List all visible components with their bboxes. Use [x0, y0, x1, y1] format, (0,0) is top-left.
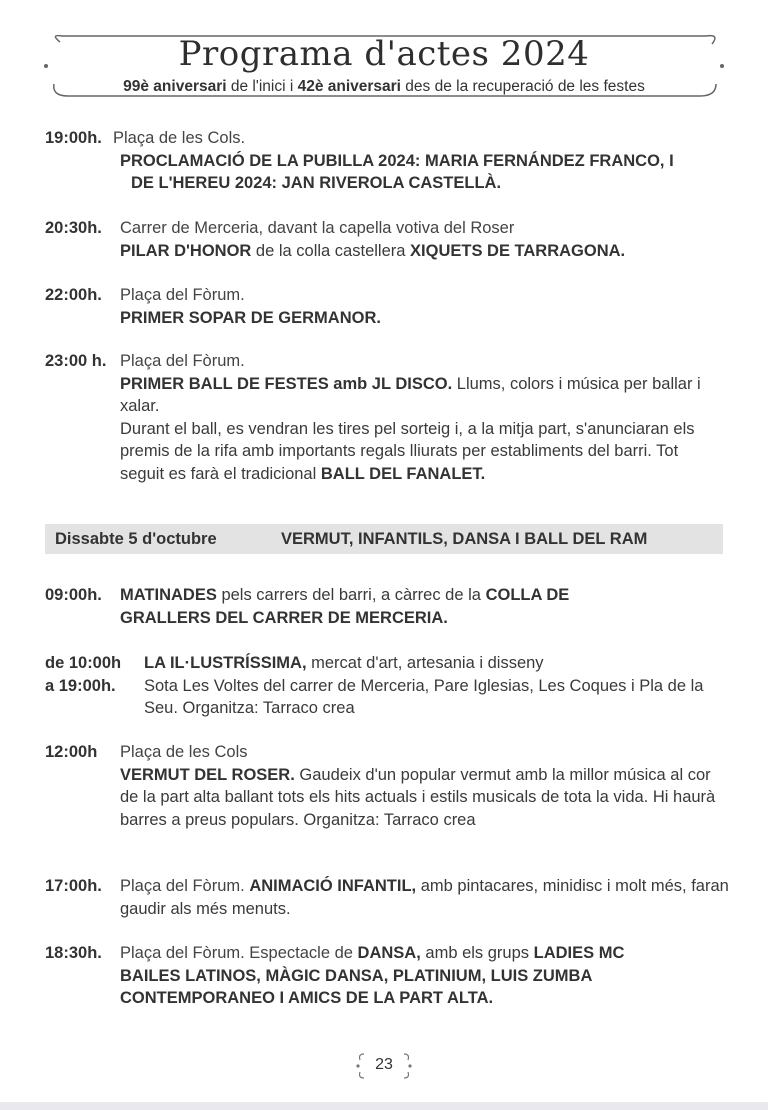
- event-text: Llums, colors i música per ballar i xalar.: [120, 374, 701, 415]
- day-header-bar: [45, 524, 723, 554]
- event-entry: [45, 652, 735, 720]
- event-location: Plaça del Fòrum. Espectacle de: [120, 944, 358, 962]
- page-number-frame: [356, 1050, 412, 1082]
- event-groups: LADIES MC BAILES LATINOS, MÀGIC DANSA, PLATINIUM, LUIS ZUMBA CONTEMPORANEO I AMICS DE LA PART ALTA.: [120, 944, 625, 1007]
- event-entry: [45, 350, 735, 485]
- event-entry: [45, 284, 735, 329]
- event-location: Plaça de les Cols: [120, 743, 248, 761]
- event-text: de la colla castellera: [251, 241, 411, 260]
- event-title: PILAR D'HONOR: [120, 241, 252, 260]
- event-description: Gaudeix d'un popular vermut amb la millor música al cor de la part alta ballant tots els hits actuals i estils musicals de tota la vida. Hi haurà barres a preus populars. Organitza: Tarraco crea: [120, 765, 716, 829]
- event-text: mercat d'art, artesania i disseny: [306, 654, 544, 672]
- day-date: Dissabte 5 d'octubre: [55, 530, 217, 548]
- subtitle-anniversary-1: 99è aniversari: [123, 78, 227, 95]
- event-title: DANSA,: [357, 944, 421, 962]
- event-location: Plaça del Fòrum.: [120, 352, 245, 370]
- event-text: amb els grups: [420, 944, 534, 962]
- event-entry: [45, 942, 735, 1010]
- event-title: LA IL·LUSTRÍSSIMA,: [144, 654, 307, 672]
- subtitle-mid: de l'inici i: [226, 78, 298, 95]
- event-time: 23:00 h.: [45, 352, 107, 370]
- event-group: COLLA DE GRALLERS DEL CARRER DE MERCERIA.: [120, 586, 570, 627]
- event-title: ANIMACIÓ INFANTIL,: [249, 877, 417, 895]
- event-title: VERMUT DEL ROSER.: [120, 765, 295, 784]
- event-text: pels carrers del barri, a càrrec de la: [216, 586, 486, 604]
- event-title: MATINADES: [120, 586, 217, 604]
- event-location: Plaça del Fòrum.: [120, 286, 245, 304]
- event-title: PRIMER BALL DE FESTES amb JL DISCO.: [120, 374, 453, 393]
- event-entry: [45, 127, 735, 195]
- event-group: XIQUETS DE TARRAGONA.: [410, 241, 626, 260]
- event-location: Plaça del Fòrum.: [120, 877, 250, 895]
- event-entry: [45, 584, 735, 629]
- event-location: Plaça de les Cols.: [113, 129, 246, 147]
- bottom-strip: [0, 1102, 768, 1110]
- event-time: 22:00h.: [45, 286, 102, 304]
- page-number: 23: [375, 1056, 393, 1073]
- page-title: Programa d'actes 2024: [178, 34, 590, 74]
- event-entry: [45, 741, 735, 831]
- day-theme: VERMUT, INFANTILS, DANSA I BALL DEL RAM: [281, 530, 648, 548]
- event-time: 09:00h.: [45, 586, 102, 604]
- event-description: Durant el ball, es vendran les tires pel sorteig i, a la mitja part, s'anunciaran els premis de la rifa amb importants regals lliurats per establiments del barri. Tot seguit es farà el tradicional: [120, 419, 695, 483]
- page-subtitle: [40, 78, 728, 96]
- event-location: Carrer de Merceria, davant la capella votiva del Roser: [120, 219, 515, 237]
- event-highlight: BALL DEL FANALET.: [320, 464, 486, 483]
- event-time: 19:00h.: [45, 129, 102, 147]
- event-time-to: a 19:00h.: [45, 676, 116, 695]
- event-time: 20:30h.: [45, 219, 102, 237]
- event-time: 12:00h: [45, 743, 98, 761]
- event-title: PROCLAMACIÓ DE LA PUBILLA 2024: MARIA FERNÁNDEZ FRANCO, I: [120, 151, 674, 170]
- event-time: 18:30h.: [45, 944, 102, 962]
- header-frame: [40, 30, 728, 102]
- subtitle-end: des de la recuperació de les festes: [401, 78, 645, 95]
- event-title-cont: DE L'HEREU 2024: JAN RIVEROLA CASTELLÀ.: [131, 174, 502, 192]
- event-description: amb pintacares, minidisc i molt més, faran gaudir als més menuts.: [120, 877, 729, 918]
- event-title: PRIMER SOPAR DE GERMANOR.: [120, 308, 381, 327]
- event-entry: [45, 875, 735, 920]
- event-description: Sota Les Voltes del carrer de Merceria, Pare Iglesias, Les Coques i Pla de la Seu. Organitza: Tarraco crea: [144, 676, 704, 717]
- subtitle-anniversary-2: 42è aniversari: [297, 78, 401, 95]
- event-time: 17:00h.: [45, 877, 102, 895]
- event-time-from: de 10:00h: [45, 654, 122, 672]
- event-entry: [45, 217, 735, 262]
